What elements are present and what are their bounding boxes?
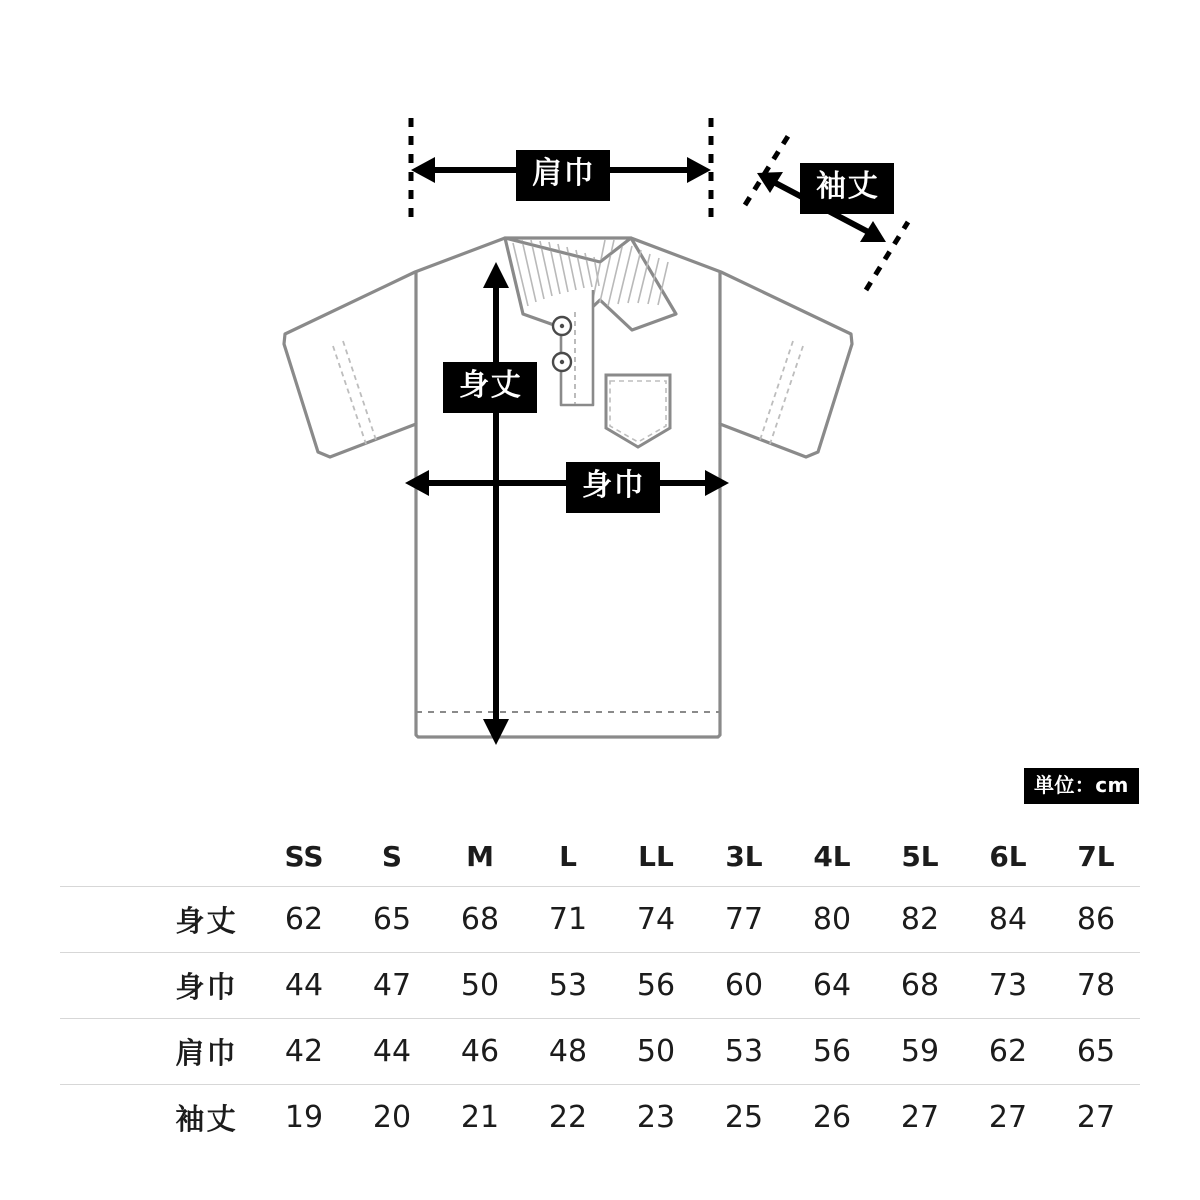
cell-body-width-5l: 68 — [876, 953, 964, 1019]
column-header-s: S — [348, 826, 436, 887]
row-header-sleeve-length: 袖丈 — [175, 1102, 238, 1136]
table-row — [60, 887, 1140, 953]
chest-pocket — [606, 375, 670, 447]
unit-note: 単位：cm — [1024, 768, 1139, 804]
column-header-4l: 4L — [788, 826, 876, 887]
label-body-length: 身丈 — [443, 362, 537, 413]
table-header-row — [60, 826, 1140, 887]
cell-shoulder-width-s: 44 — [348, 1019, 436, 1085]
cell-sleeve-length-s: 20 — [372, 1100, 412, 1135]
column-header-m: M — [436, 826, 524, 887]
cell-body-width-ss: 44 — [260, 953, 348, 1019]
cell-body-length-5l: 82 — [876, 887, 964, 953]
cell-body-length-3l: 77 — [700, 887, 788, 953]
cell-shoulder-width-3l: 53 — [700, 1019, 788, 1085]
cell-body-length-m: 68 — [436, 887, 524, 953]
cell-body-width-7l: 78 — [1052, 953, 1140, 1019]
cell-shoulder-width-ss: 42 — [260, 1019, 348, 1085]
table-corner-header — [60, 826, 260, 887]
cell-shoulder-width-5l: 59 — [876, 1019, 964, 1085]
cell-sleeve-length-5l: 27 — [900, 1100, 940, 1135]
cell-shoulder-width-4l: 56 — [788, 1019, 876, 1085]
label-body-width: 身巾 — [566, 462, 660, 513]
cell-shoulder-width-ll: 50 — [612, 1019, 700, 1085]
column-header-6l: 6L — [964, 826, 1052, 887]
cell-sleeve-length-ss: 19 — [284, 1100, 324, 1135]
row-header-body-width: 身巾 — [60, 953, 260, 1019]
column-header-3l: 3L — [700, 826, 788, 887]
label-shoulder-width: 肩巾 — [516, 150, 610, 201]
row-header-body-length: 身丈 — [60, 887, 260, 953]
cell-body-width-s: 47 — [348, 953, 436, 1019]
cell-body-width-l: 53 — [524, 953, 612, 1019]
column-header-7l: 7L — [1052, 826, 1140, 887]
column-header-ss: SS — [260, 826, 348, 887]
cell-sleeve-length-l: 22 — [548, 1100, 588, 1135]
cell-sleeve-length-3l: 25 — [724, 1100, 764, 1135]
cell-body-width-4l: 64 — [788, 953, 876, 1019]
cell-body-length-s: 65 — [348, 887, 436, 953]
row-header-shoulder-width: 肩巾 — [60, 1019, 260, 1085]
cell-sleeve-length-m: 21 — [460, 1100, 500, 1135]
column-header-l: L — [524, 826, 612, 887]
cell-body-length-l: 71 — [524, 887, 612, 953]
table-row — [60, 1085, 1140, 1151]
cell-sleeve-length-4l: 26 — [812, 1100, 852, 1135]
cell-shoulder-width-m: 46 — [436, 1019, 524, 1085]
cell-sleeve-length-7l: 27 — [1076, 1100, 1116, 1135]
table-row — [60, 1019, 1140, 1085]
label-sleeve-length: 袖丈 — [800, 163, 894, 214]
cell-body-width-3l: 60 — [700, 953, 788, 1019]
cell-body-length-ll: 74 — [612, 887, 700, 953]
table-row — [60, 953, 1140, 1019]
cell-shoulder-width-6l: 62 — [964, 1019, 1052, 1085]
body-length-arrow — [483, 262, 509, 745]
cell-body-length-4l: 80 — [788, 887, 876, 953]
cell-shoulder-width-l: 48 — [524, 1019, 612, 1085]
column-header-5l: 5L — [876, 826, 964, 887]
cell-body-length-ss: 62 — [260, 887, 348, 953]
cell-shoulder-width-7l: 65 — [1052, 1019, 1140, 1085]
cell-sleeve-length-ll: 23 — [636, 1100, 676, 1135]
size-table-container — [60, 826, 1140, 1150]
cell-body-length-6l: 84 — [964, 887, 1052, 953]
cell-sleeve-length-6l: 27 — [988, 1100, 1028, 1135]
column-header-ll: LL — [612, 826, 700, 887]
size-table — [60, 826, 1140, 1150]
cell-body-width-6l: 73 — [964, 953, 1052, 1019]
cell-body-width-m: 50 — [436, 953, 524, 1019]
cell-body-length-7l: 86 — [1052, 887, 1140, 953]
cell-body-width-ll: 56 — [612, 953, 700, 1019]
